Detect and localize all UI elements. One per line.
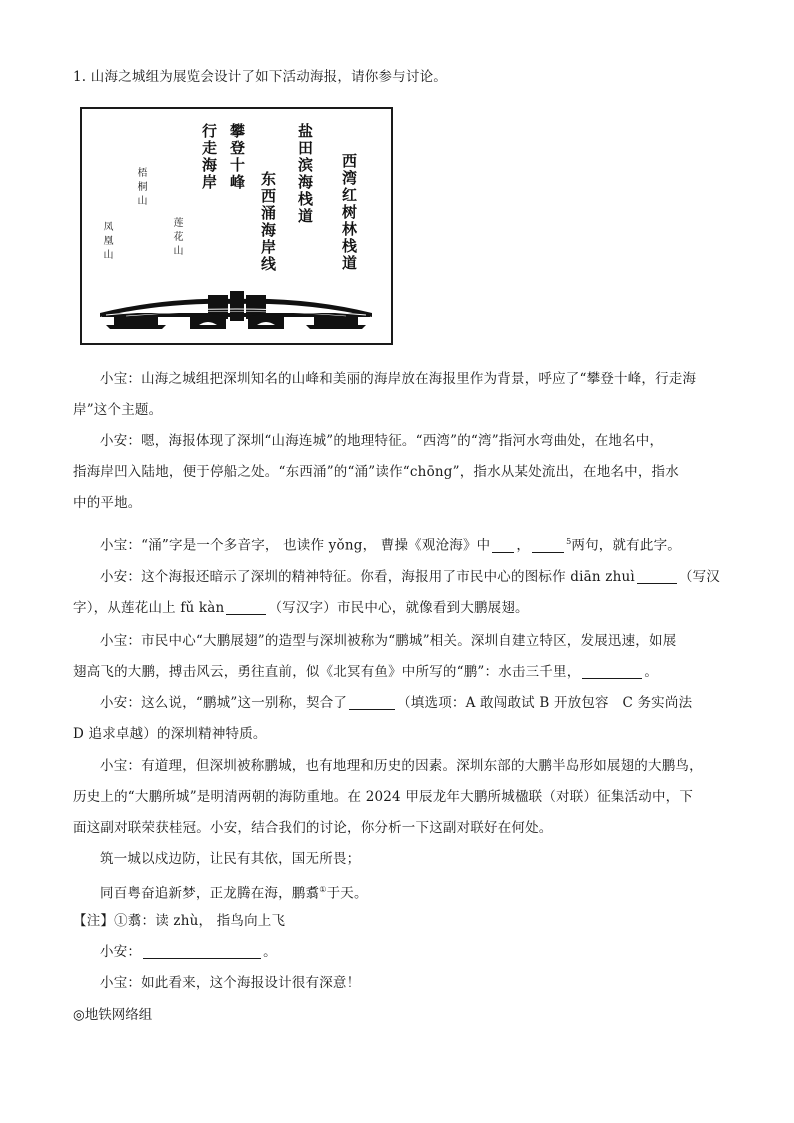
poster-mountain-fenghuang: 凤凰山	[101, 221, 112, 263]
dialogue-line-7-end: （写汉	[678, 569, 721, 585]
answer-blank-poem-2[interactable]	[532, 538, 564, 553]
question-title: 1. 山海之城组为展览会设计了如下活动海报，请你参与讨论。	[73, 69, 447, 85]
note-marker: ①	[319, 885, 327, 894]
dialogue-line-6-text: 小宝：“涌”字是一个多音字， 也读作 yǒng， 曹操《观沧海》中	[100, 537, 491, 554]
annotation-note: 【注】①翥：读 zhù， 指鸟向上飞	[73, 913, 286, 929]
answer-blank-fukan[interactable]	[226, 600, 266, 615]
dialogue-line-8-end: （写汉字）市民中心，就像看到大鹏展翅。	[268, 600, 529, 616]
dialogue-line-6-end: 两句，就有此字。	[571, 537, 681, 554]
couplet-lower	[100, 881, 368, 903]
dialogue-line-11-options: （填选项：A 敢闯敢试 B 开放包容 C 务实尚法	[397, 695, 693, 711]
dialogue-line-12: D 追求卓越）的深圳精神特质。	[73, 726, 267, 742]
dialogue-line-3: 小安：嗯，海报体现了深圳“山海连城”的地理特征。“西湾”的“湾”指河水弯曲处，在地名中，	[100, 433, 664, 449]
dialogue-line-16-end: 。	[263, 944, 277, 960]
dialogue-line-2: 岸”这个主题。	[73, 402, 163, 418]
dialogue-line-5: 中的平地。	[73, 495, 142, 511]
dialogue-line-8-text: 字），从莲花山上 fǔ kàn	[73, 600, 225, 616]
dialogue-line-16-text: 小安：	[100, 944, 142, 960]
dialogue-line-6-comma: ，	[516, 537, 531, 554]
dialogue-line-9: 小宝：市民中心“大鹏展翅”的造型与深圳被称为“鹏城”相关。深圳自建立特区，发展迅速，如展	[100, 633, 677, 649]
activity-poster	[80, 107, 393, 345]
dialogue-line-11-text: 小安：这么说，“鹏城”这一别称，契合了	[100, 695, 348, 711]
couplet-upper: 筑一城以戍边防，让民有其依，国无所畏；	[100, 851, 361, 867]
poster-route-yantian: 盐田滨海栈道	[296, 123, 314, 225]
dialogue-line-4: 指海岸凹入陆地，便于停船之处。“东西涌”的“涌”读作“chōng”，指水从某处流出，在地名中，指水	[73, 464, 679, 480]
dialogue-line-15: 面这副对联荣获桂冠。小安，结合我们的讨论，你分析一下这副对联好在何处。	[73, 820, 553, 836]
dialogue-line-14: 历史上的“大鹏所城”是明清两朝的海防重地。在 2024 甲辰龙年大鹏所城楹联（对联）征集活动中，下	[73, 789, 694, 805]
answer-blank-dianzhui[interactable]	[637, 569, 677, 584]
couplet-lower-text: 同百粤奋追新梦，正龙腾在海，鹏翥	[100, 885, 320, 902]
poster-title-climb: 攀登十峰	[228, 123, 246, 191]
dialogue-line-7-text: 小安：这个海报还暗示了深圳的精神特征。你看，海报用了市民中心的图标作 diān zhuì	[100, 569, 635, 585]
poster-route-dongxichong: 东西涌海岸线	[259, 171, 277, 273]
dialogue-line-1: 小宝：山海之城组把深圳知名的山峰和美丽的海岸放在海报里作为背景，呼应了“攀登十峰，行走海	[100, 371, 697, 387]
answer-blank-couplet-analysis[interactable]	[143, 944, 261, 959]
couplet-lower-end: 于天。	[326, 885, 368, 902]
poster-route-xiwan: 西湾红树林栈道	[340, 153, 358, 272]
dialogue-line-10-end: 。	[644, 664, 659, 680]
dialogue-line-6	[100, 533, 681, 555]
dialogue-line-13: 小宝：有道理，但深圳被称鹏城，也有地理和历史的因素。深圳东部的大鹏半岛形如展翅的大鹏鸟，	[100, 758, 703, 774]
footnote-marker: 5	[566, 537, 572, 546]
poster-mountain-wutong: 梧桐山	[135, 167, 146, 209]
dialogue-line-17: 小宝：如此看来，这个海报设计很有深意！	[100, 975, 361, 991]
dialogue-line-7	[100, 568, 720, 586]
poster-mountain-lianhua: 莲花山	[171, 217, 182, 259]
dialogue-line-11	[100, 694, 692, 712]
answer-blank-peng[interactable]	[582, 664, 642, 679]
answer-blank-option[interactable]	[349, 695, 395, 710]
bridge-skyline-illustration	[96, 287, 376, 332]
dialogue-line-16	[100, 943, 277, 961]
dialogue-line-10-text: 翅高飞的大鹏，搏击风云，勇往直前，似《北冥有鱼》中所写的“鹏”：水击三千里，	[73, 664, 581, 680]
footer-group-label: ◎地铁网络组	[73, 1007, 153, 1023]
poster-title-walk: 行走海岸	[200, 123, 218, 191]
dialogue-line-10	[73, 663, 658, 681]
dialogue-line-8	[73, 599, 529, 617]
answer-blank-poem-1[interactable]	[492, 538, 514, 553]
